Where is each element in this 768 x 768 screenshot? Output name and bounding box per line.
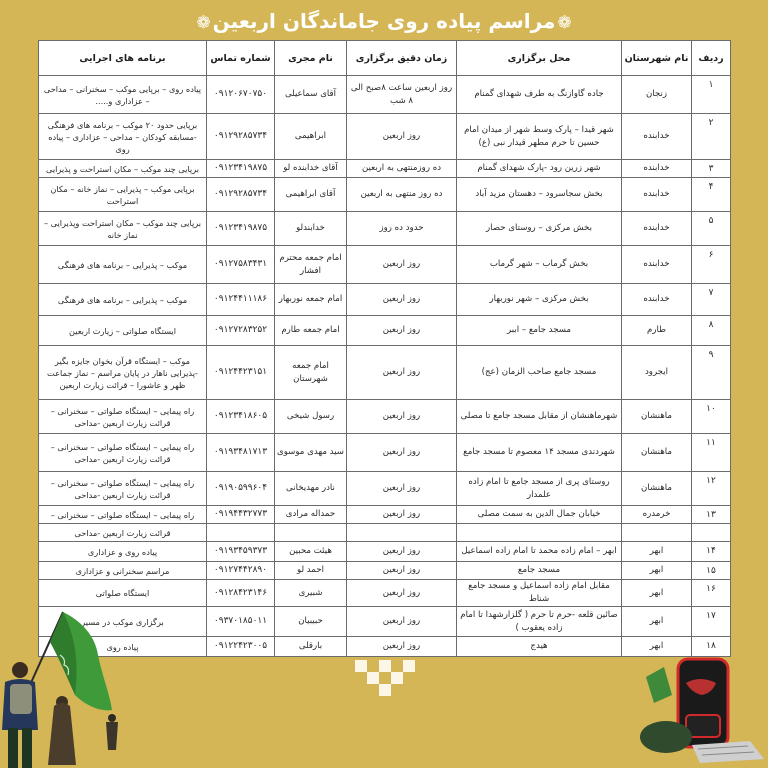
programs-cell: پیاده روی و عزاداری xyxy=(39,542,207,562)
events-table xyxy=(38,40,731,657)
table-row xyxy=(39,580,731,607)
table-row xyxy=(39,284,731,316)
organizer-cell: احمد لو xyxy=(275,562,347,580)
organizer-cell: خدابندلو xyxy=(275,212,347,246)
city-cell: ابهر xyxy=(622,542,692,562)
programs-cell: راه پیمایی – ایستگاه صلواتی – سخنرانی – قرائت زیارت اربعین -مداحی xyxy=(39,400,207,434)
location-cell: شهرماهنشان از مقابل مسجد جامع تا مصلی xyxy=(457,400,622,434)
flower-ornament-icon: ❁ xyxy=(557,13,572,33)
phone-cell: ۰۹۱۹۳۴۸۱۷۱۳ xyxy=(207,434,275,472)
organizer-cell: نادر مهدیخانی xyxy=(275,472,347,506)
table-row xyxy=(39,178,731,212)
row-number-cell: ۱۰ xyxy=(692,400,731,434)
programs-cell: مراسم سخنرانی و عزاداری xyxy=(39,562,207,580)
city-cell: خدابنده xyxy=(622,284,692,316)
row-number-cell: ۶ xyxy=(692,246,731,284)
header-location: محل برگزاری xyxy=(457,41,622,76)
location-cell: مسجد جامع صاحب الزمان (عج) xyxy=(457,346,622,400)
city-cell: ماهنشان xyxy=(622,400,692,434)
table-row xyxy=(39,524,731,542)
table-row xyxy=(39,637,731,657)
time-cell: روز اربعین xyxy=(347,542,457,562)
table-row xyxy=(39,506,731,524)
location-cell: صائین قلعه -حرم تا حرم ( گلزارشهدا تا امام زاده یعقوب ) xyxy=(457,607,622,637)
organizer-cell: امام جمعه طارم xyxy=(275,316,347,346)
location-cell: روستای پری از مسجد جامع تا امام زاده علمدار xyxy=(457,472,622,506)
row-number-cell: ۴ xyxy=(692,178,731,212)
phone-cell: ۰۹۱۲۳۴۱۸۶۰۵ xyxy=(207,400,275,434)
header-time: زمان دقیق برگزاری xyxy=(347,41,457,76)
city-cell: زنجان xyxy=(622,76,692,114)
city-cell: ابهر xyxy=(622,607,692,637)
city-cell: خدابنده xyxy=(622,114,692,160)
row-number-cell: ۱ xyxy=(692,76,731,114)
phone-cell: ۰۹۱۲۹۲۸۵۷۳۴ xyxy=(207,178,275,212)
header-city: نام شهرستان xyxy=(622,41,692,76)
table-row xyxy=(39,472,731,506)
time-cell: حدود ده روز xyxy=(347,212,457,246)
programs-cell: برپایی حدود ۲۰ موکب – برنامه های فرهنگی -مسابقه کودکان – مداحی – عزاداری – پیاده روی xyxy=(39,114,207,160)
phone-cell: ۰۹۱۲۴۴۱۱۱۸۶ xyxy=(207,284,275,316)
header-phone: شماره تماس xyxy=(207,41,275,76)
phone-cell: ۰۹۱۲۷۵۸۳۴۳۱ xyxy=(207,246,275,284)
city-cell: خدابنده xyxy=(622,212,692,246)
city-cell: ایجرود xyxy=(622,346,692,400)
time-cell: روز اربعین xyxy=(347,316,457,346)
phone-cell xyxy=(207,524,275,542)
row-number-cell: ۹ xyxy=(692,346,731,400)
row-number-cell xyxy=(692,524,731,542)
programs-cell: موکب – پذیرایی – برنامه های فرهنگی xyxy=(39,284,207,316)
city-cell: ابهر xyxy=(622,580,692,607)
organizer-cell: امام جمعه شهرستان xyxy=(275,346,347,400)
time-cell: روز اربعین xyxy=(347,637,457,657)
table-row xyxy=(39,246,731,284)
row-number-cell: ۳ xyxy=(692,160,731,178)
city-cell: خدابنده xyxy=(622,178,692,212)
phone-cell: ۰۹۱۲۹۲۸۵۷۳۴ xyxy=(207,114,275,160)
phone-cell: ۰۹۱۲۳۴۱۹۸۷۵ xyxy=(207,160,275,178)
organizer-cell: آقای سماعیلی xyxy=(275,76,347,114)
city-cell: خدابنده xyxy=(622,246,692,284)
programs-cell: راه پیمایی – ایستگاه صلواتی – سخنرانی – قرائت زیارت اربعین -مداحی xyxy=(39,472,207,506)
backpack-illustration xyxy=(640,655,768,768)
page-title xyxy=(0,6,768,36)
row-number-cell: ۵ xyxy=(692,212,731,246)
table-row xyxy=(39,160,731,178)
phone-cell: ۰۹۱۲۴۴۲۳۱۵۱ xyxy=(207,346,275,400)
organizer-cell xyxy=(275,524,347,542)
programs-cell: پیاده روی – برپایی موکب – سخنرانی – مداحی – عزاداری و..... xyxy=(39,76,207,114)
programs-cell: برگزاری موکب در مسیر xyxy=(39,607,207,637)
time-cell: روز اربعین xyxy=(347,472,457,506)
row-number-cell: ۷ xyxy=(692,284,731,316)
time-cell: روز اربعین xyxy=(347,114,457,160)
organizer-cell: سید مهدی موسوی xyxy=(275,434,347,472)
table-row xyxy=(39,400,731,434)
time-cell: روز اربعین xyxy=(347,246,457,284)
row-number-cell: ۱۲ xyxy=(692,472,731,506)
city-cell xyxy=(622,524,692,542)
phone-cell: ۰۹۱۲۷۲۸۳۲۵۲ xyxy=(207,316,275,346)
city-cell: خرمدره xyxy=(622,506,692,524)
location-cell: مقابل امام زاده اسماعیل و مسجد جامع شناط xyxy=(457,580,622,607)
programs-cell: ایستگاه صلواتی – زیارت اربعین xyxy=(39,316,207,346)
city-cell: خدابنده xyxy=(622,160,692,178)
location-cell: شهر قیدا – پارک وسط شهر از میدان امام حسین تا حرم مطهر قیدار نبی (ع) xyxy=(457,114,622,160)
time-cell xyxy=(347,524,457,542)
location-cell: جاده گاوازنگ به طرف شهدای گمنام xyxy=(457,76,622,114)
location-cell: شهر زرین رود -پارک شهدای گمنام xyxy=(457,160,622,178)
header-organizer: نام مجری xyxy=(275,41,347,76)
schedule-sheet xyxy=(38,40,730,656)
table-body xyxy=(39,76,731,657)
table-row xyxy=(39,316,731,346)
location-cell: بخش مرکزی – روستای حصار xyxy=(457,212,622,246)
location-cell: هیدج xyxy=(457,637,622,657)
table-row xyxy=(39,542,731,562)
organizer-cell: بارقلی xyxy=(275,637,347,657)
programs-cell: پیاده روی xyxy=(39,637,207,657)
time-cell: ده روز منتهی به اربعین xyxy=(347,178,457,212)
programs-cell: برپایی موکب – پذیرایی – نماز خانه – مکان استراحت xyxy=(39,178,207,212)
location-cell: خیابان جمال الدین به سمت مصلی xyxy=(457,506,622,524)
time-cell: روز اربعین xyxy=(347,400,457,434)
phone-cell: ۰۹۱۲۸۴۲۳۱۴۶ xyxy=(207,580,275,607)
phone-cell: ۰۹۱۹۴۴۳۲۷۷۳ xyxy=(207,506,275,524)
time-cell: روز اربعین xyxy=(347,434,457,472)
header-programs: برنامه های اجرایی xyxy=(39,41,207,76)
location-cell: بخش مرکزی – شهر نوربهار xyxy=(457,284,622,316)
organizer-cell: ابراهیمی xyxy=(275,114,347,160)
header-row-no: ردیف xyxy=(692,41,731,76)
table-row xyxy=(39,346,731,400)
time-cell: روز اربعین xyxy=(347,607,457,637)
table-row xyxy=(39,114,731,160)
time-cell: روز اربعین xyxy=(347,562,457,580)
programs-cell: ایستگاه صلواتی xyxy=(39,580,207,607)
programs-cell: موکب – ایستگاه قرآن بخوان جایزه بگیر -پذیرایی ناهار در پایان مراسم – نماز جماعت ظهر و عاشورا – قرائت زیارت اربعین xyxy=(39,346,207,400)
row-number-cell: ۱۸ xyxy=(692,637,731,657)
location-cell: مسجد جامع – اببر xyxy=(457,316,622,346)
phone-cell: ۰۹۱۲۰۶۷۰۷۵۰ xyxy=(207,76,275,114)
row-number-cell: ۱۵ xyxy=(692,562,731,580)
location-cell xyxy=(457,524,622,542)
programs-cell: راه پیمایی – ایستگاه صلواتی – سخنرانی – قرائت زیارت اربعین -مداحی xyxy=(39,434,207,472)
programs-cell: برپایی چند موکب – مکان استراحت وپذیرایی – نماز خانه xyxy=(39,212,207,246)
location-cell: مسجد جامع xyxy=(457,562,622,580)
organizer-cell: آقای ابراهیمی xyxy=(275,178,347,212)
city-cell: ماهنشان xyxy=(622,472,692,506)
pilgrims-flag-illustration xyxy=(0,600,140,768)
programs-cell: موکب – پذیرایی – برنامه های فرهنگی xyxy=(39,246,207,284)
organizer-cell: شبیری xyxy=(275,580,347,607)
phone-cell: ۰۹۱۲۲۴۲۳۰۰۵ xyxy=(207,637,275,657)
phone-cell: ۰۹۱۹۳۴۵۹۳۷۳ xyxy=(207,542,275,562)
phone-cell: ۰۹۳۷۰۱۸۵۰۱۱ xyxy=(207,607,275,637)
table-header-row xyxy=(39,41,731,76)
location-cell: بخش گرماب – شهر گرماب xyxy=(457,246,622,284)
organizer-cell: حبیبیان xyxy=(275,607,347,637)
location-cell: ابهر – امام زاده محمد تا امام زاده اسماعیل xyxy=(457,542,622,562)
table-row xyxy=(39,562,731,580)
time-cell: ده روزمنتهی به اربعین xyxy=(347,160,457,178)
checker-ornament-icon xyxy=(355,660,415,710)
time-cell: روز اربعین xyxy=(347,284,457,316)
programs-cell: برپایی چند موکب – مکان استراحت و پذیرایی xyxy=(39,160,207,178)
city-cell: ماهنشان xyxy=(622,434,692,472)
row-number-cell: ۸ xyxy=(692,316,731,346)
organizer-cell: آقای خدابنده لو xyxy=(275,160,347,178)
city-cell: طارم xyxy=(622,316,692,346)
row-number-cell: ۱۷ xyxy=(692,607,731,637)
flower-ornament-icon: ❁ xyxy=(196,13,211,33)
table-row xyxy=(39,76,731,114)
programs-cell: راه پیمایی – ایستگاه صلواتی – سخنرانی – xyxy=(39,506,207,524)
programs-cell: قرائت زیارت اربعین -مداحی xyxy=(39,524,207,542)
table-row xyxy=(39,607,731,637)
organizer-cell: حمداله مرادی xyxy=(275,506,347,524)
time-cell: روز اربعین xyxy=(347,346,457,400)
row-number-cell: ۱۳ xyxy=(692,506,731,524)
time-cell: روز اربعین xyxy=(347,506,457,524)
row-number-cell: ۱۴ xyxy=(692,542,731,562)
time-cell: روز اربعین xyxy=(347,580,457,607)
phone-cell: ۰۹۱۲۷۴۴۲۸۹۰ xyxy=(207,562,275,580)
organizer-cell: هیئت محبین xyxy=(275,542,347,562)
organizer-cell: امام جمعه نوربهار xyxy=(275,284,347,316)
city-cell: ابهر xyxy=(622,562,692,580)
organizer-cell: امام جمعه محترم افشار xyxy=(275,246,347,284)
city-cell: ابهر xyxy=(622,637,692,657)
row-number-cell: ۱۱ xyxy=(692,434,731,472)
row-number-cell: ۱۶ xyxy=(692,580,731,607)
time-cell: روز اربعین ساعت ۸صبح الی ۸ شب xyxy=(347,76,457,114)
location-cell: شهردندی مسجد ۱۴ معصوم تا مسجد جامع xyxy=(457,434,622,472)
phone-cell: ۰۹۱۲۳۴۱۹۸۷۵ xyxy=(207,212,275,246)
title-text: مراسم پیاده روی جاماندگان اربعین xyxy=(212,9,556,33)
row-number-cell: ۲ xyxy=(692,114,731,160)
table-row xyxy=(39,212,731,246)
table-row xyxy=(39,434,731,472)
phone-cell: ۰۹۱۹۰۵۹۹۶۰۴ xyxy=(207,472,275,506)
organizer-cell: رسول شیخی xyxy=(275,400,347,434)
location-cell: بخش سجاسرود – دهستان مزید آباد xyxy=(457,178,622,212)
